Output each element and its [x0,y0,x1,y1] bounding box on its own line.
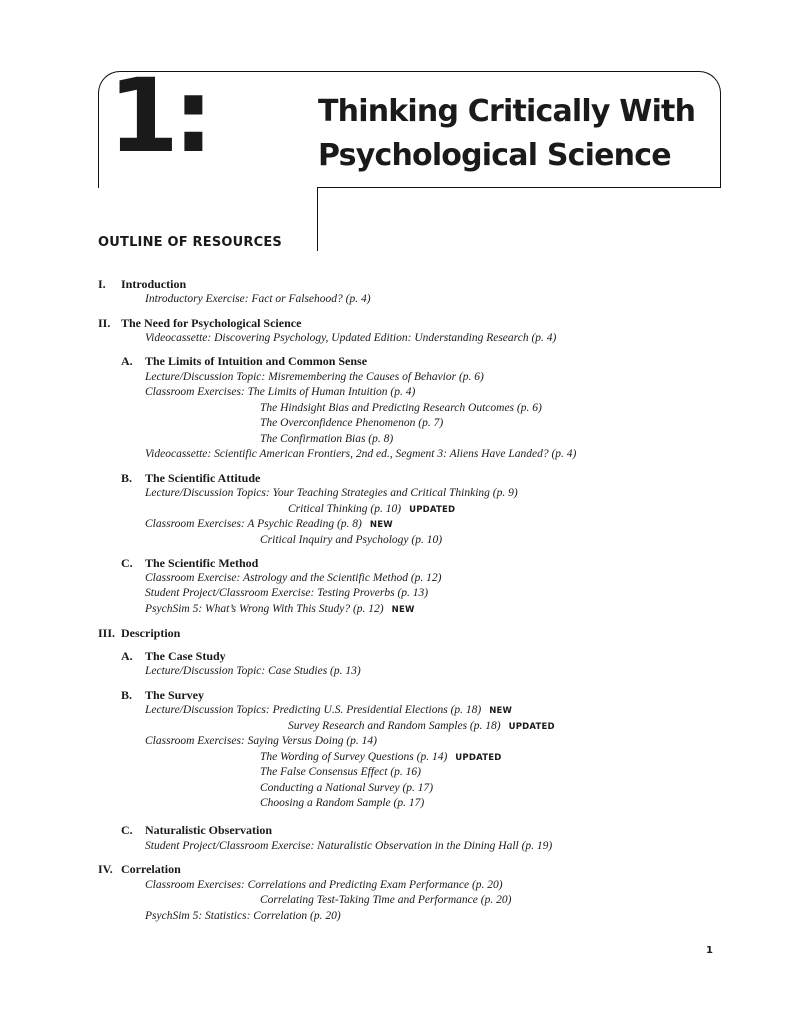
outline-heading: OUTLINE OF RESOURCES [98,235,282,250]
subsection-num: A. [121,649,133,663]
resource-line: Choosing a Random Sample (p. 17) [260,797,425,809]
resource-line: Conducting a National Survey (p. 17) [260,782,434,794]
subsection-title-case-study: The Case Study [145,649,226,663]
section-num: II. [98,316,111,330]
resource-line-updated [288,502,455,517]
updated-badge: UPDATED [409,505,456,515]
resource-line-new [145,602,415,617]
header-divider [317,187,720,188]
updated-badge: UPDATED [455,753,502,763]
resource-text: Classroom Exercises: A Psychic Reading (p. 8) [145,518,362,530]
resource-text: PsychSim 5: What’s Wrong With This Study? (p. 12) [145,603,384,615]
resource-line: Lecture/Discussion Topics: Your Teaching Strategies and Critical Thinking (p. 9) [145,487,518,499]
resource-line: Classroom Exercises: The Limits of Human Intuition (p. 4) [145,386,416,398]
resource-line: Lecture/Discussion Topic: Case Studies (p. 13) [145,665,361,677]
resource-text: The Wording of Survey Questions (p. 14) [260,751,448,763]
resource-line: The Overconfidence Phenomenon (p. 7) [260,417,444,429]
resource-line-updated [288,719,555,734]
resource-line: Videocassette: Scientific American Frontiers, 2nd ed., Segment 3: Aliens Have Landed? (p. 4) [145,448,577,460]
resource-text: Lecture/Discussion Topics: Predicting U.S. Presidential Elections (p. 18) [145,704,482,716]
resource-line: Videocassette: Discovering Psychology, Updated Edition: Understanding Research (p. 4) [145,332,557,344]
resource-line: Introductory Exercise: Fact or Falsehood? (p. 4) [145,293,371,305]
subsection-num: B. [121,688,133,702]
section-title-need-for-science: The Need for Psychological Science [121,316,302,330]
resource-line: Student Project/Classroom Exercise: Testing Proverbs (p. 13) [145,587,429,599]
new-badge: NEW [489,706,513,716]
new-badge: NEW [369,520,393,530]
header-vertical-rule [317,187,318,251]
subsection-num: A. [121,354,133,368]
subsection-num: C. [121,556,133,570]
resource-line: Student Project/Classroom Exercise: Naturalistic Observation in the Dining Hall (p. 19) [145,840,553,852]
new-badge: NEW [391,605,415,615]
page-number: 1 [706,945,713,956]
resource-line: PsychSim 5: Statistics: Correlation (p. 20) [145,910,341,922]
section-num: IV. [98,862,113,876]
subsection-num: B. [121,471,133,485]
subsection-title-scientific-method: The Scientific Method [145,556,259,570]
resource-text: Critical Thinking (p. 10) [288,503,402,515]
resource-line-updated [260,750,501,765]
resource-line-new [145,517,393,532]
subsection-title-scientific-attitude: The Scientific Attitude [145,471,261,485]
subsection-title-limits-of-intuition: The Limits of Intuition and Common Sense [145,354,368,368]
resource-line: Classroom Exercise: Astrology and the Scientific Method (p. 12) [145,572,442,584]
section-title-introduction: Introduction [121,277,187,291]
resource-line: Lecture/Discussion Topic: Misremembering the Causes of Behavior (p. 6) [145,371,484,383]
resource-line: Classroom Exercises: Saying Versus Doing (p. 14) [145,735,377,747]
section-title-correlation: Correlation [121,862,181,876]
resource-text: Survey Research and Random Samples (p. 18) [288,720,501,732]
subsection-title-naturalistic-observation: Naturalistic Observation [145,823,272,837]
subsection-num: C. [121,823,133,837]
section-title-description: Description [121,626,181,640]
section-num: III. [98,626,116,640]
resource-line: Correlating Test-Taking Time and Performance (p. 20) [260,894,512,906]
subsection-title-survey: The Survey [145,688,205,702]
chapter-title-line-2: Psychological Science [318,138,671,173]
chapter-number: 1: [108,57,208,176]
chapter-title-line-1: Thinking Critically With [318,94,696,129]
resource-line: The Hindsight Bias and Predicting Research Outcomes (p. 6) [260,402,542,414]
resource-line: Critical Inquiry and Psychology (p. 10) [260,534,443,546]
resource-line: The False Consensus Effect (p. 16) [260,766,421,778]
resource-line: The Confirmation Bias (p. 8) [260,433,394,445]
resource-line-new [145,703,512,718]
resource-line: Classroom Exercises: Correlations and Predicting Exam Performance (p. 20) [145,879,503,891]
updated-badge: UPDATED [508,722,555,732]
section-num: I. [98,277,106,291]
